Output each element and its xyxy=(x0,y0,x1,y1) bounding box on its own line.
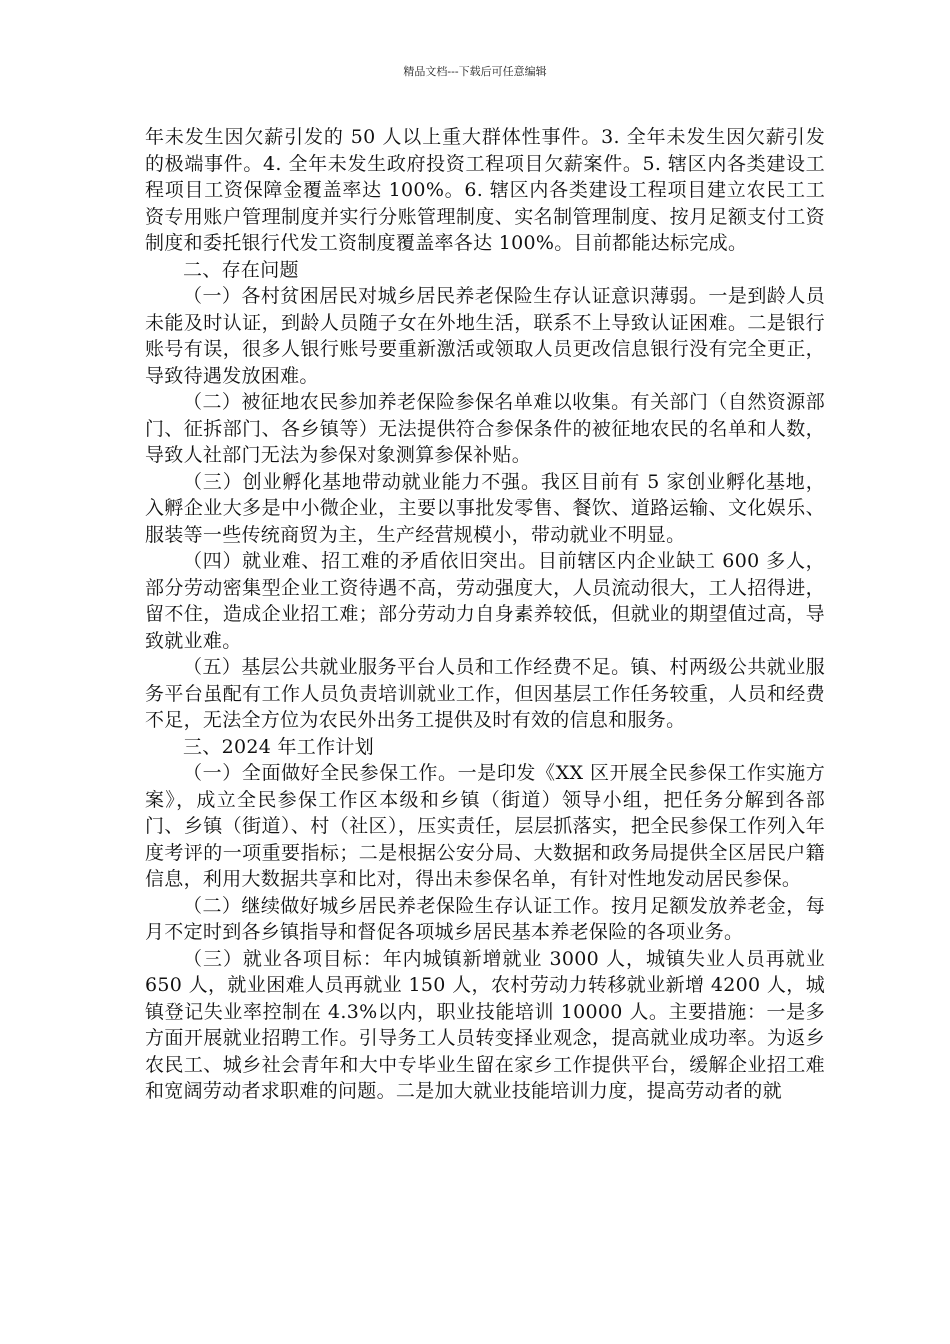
section-heading-problems: 二、存在问题 xyxy=(183,258,299,281)
paragraph-problem-2: （二）被征地农民参加养老保险参保名单难以收集。有关部门（自然资源部门、征拆部门、各乡镇等）无法提供符合参保条件的被征地农民的名单和人数，导致人社部门无法为参保对象测算参保补贴。 xyxy=(145,391,825,466)
paragraph-plan-1: （一）全面做好全民参保工作。一是印发《XX 区开展全民参保工作实施方案》，成立全民参保工作区本级和乡镇（街道）领导小组，把任务分解到各部门、乡镇（街道）、村（社区），压实责任，层层抓落实，把全民参保工作列入年度考评的一项重要指标；二是根据公安分局、大数据和政务局提供全区居民户籍信息，利用大数据共享和比对，得出未参保名单，有针对性地发动居民参保。 xyxy=(145,762,825,890)
section-heading-plan: 三、2024 年工作计划 xyxy=(183,735,374,758)
paragraph-plan-2: （二）继续做好城乡居民养老保险生存认证工作。按月足额发放养老金，每月不定时到各乡镇指导和督促各项城乡居民基本养老保险的各项业务。 xyxy=(145,894,825,943)
paragraph-continuation: 年未发生因欠薪引发的 50 人以上重大群体性事件。3. 全年未发生因欠薪引发的极端事件。4. 全年未发生政府投资工程项目欠薪案件。5. 辖区内各类建设工程项目工资保障金覆盖率达 100%。6. 辖区内各类建设工程项目建立农民工工资专用账户管理制度并实行分账管理制度、实名制管理制度、按月足额支付工资制度和委托银行代发工资制度覆盖率各达 100%。目前都能达标完成。 xyxy=(145,126,825,254)
paragraph-problem-4: （四）就业难、招工难的矛盾依旧突出。目前辖区内企业缺工 600 多人，部分劳动密集型企业工资待遇不高，劳动强度大，人员流动很大，工人招得进，留不住，造成企业招工难；部分劳动力自身素养较低，但就业的期望值过高，导致就业难。 xyxy=(145,550,825,652)
paragraph-problem-3: （三）创业孵化基地带动就业能力不强。我区目前有 5 家创业孵化基地，入孵企业大多是中小微企业，主要以事批发零售、餐饮、道路运输、文化娱乐、服装等一些传统商贸为主，生产经营规模小，带动就业不明显。 xyxy=(145,470,825,546)
paragraph-plan-3: （三）就业各项目标：年内城镇新增就业 3000 人，城镇失业人员再就业 650 人，就业困难人员再就业 150 人，农村劳动力转移就业新增 4200 人，城镇登记失业率控制在 4.3%以内，职业技能培训 10000 人。主要措施：一是多方面开展就业招聘工作。引导务工人员转变择业观念，提高就业成功率。为返乡农民工、城乡社会青年和大中专毕业生留在家乡工作提供平台，缓解企业招工难和宽阔劳动者求职难的问题。二是加大就业技能培训力度，提高劳动者的就 xyxy=(145,947,825,1102)
page-header: 精品文档---下载后可任意编辑 xyxy=(403,65,547,78)
document-body xyxy=(145,124,825,1105)
paragraph-problem-1: （一）各村贫困居民对城乡居民养老保险生存认证意识薄弱。一是到龄人员未能及时认证，到龄人员随子女在外地生活，联系不上导致认证困难。二是银行账号有误，很多人银行账号要重新激活或领取人员更改信息银行没有完全更正，导致待遇发放困难。 xyxy=(145,285,825,387)
paragraph-problem-5: （五）基层公共就业服务平台人员和工作经费不足。镇、村两级公共就业服务平台虽配有工作人员负责培训就业工作，但因基层工作任务较重，人员和经费不足，无法全方位为农民外出务工提供及时有效的信息和服务。 xyxy=(145,656,825,731)
